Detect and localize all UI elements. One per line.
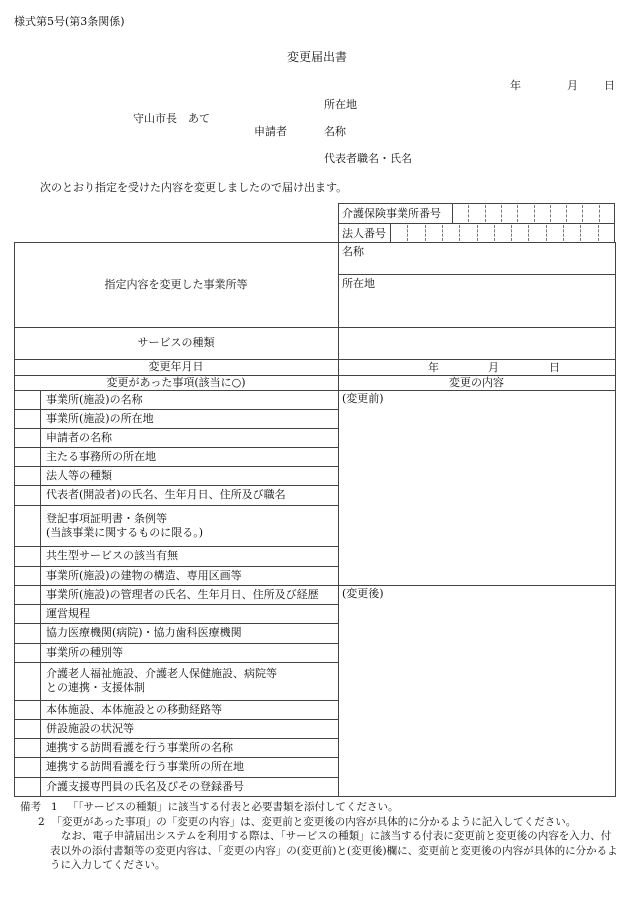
- item-circle-cell[interactable]: [14, 738, 40, 757]
- digit-cell-divider: [477, 225, 478, 241]
- changed-items-header: 変更があった事項(該当に○): [106, 375, 246, 389]
- item-circle-cell[interactable]: [14, 428, 40, 447]
- changed-item-label: 事業所(施設)の名称: [46, 392, 143, 406]
- changed-item-label: 主たる事務所の所在地: [46, 449, 156, 463]
- digit-cell-divider: [468, 205, 469, 222]
- changed-item-label: 連携する訪問看護を行う事業所の所在地: [46, 760, 244, 773]
- applicant-label: 申請者: [254, 125, 287, 138]
- applicant-address-label: 所在地: [324, 98, 357, 111]
- digit-cell-divider: [459, 225, 460, 241]
- form-title: 変更届出書: [287, 50, 348, 64]
- digit-cell-divider: [534, 205, 535, 222]
- before-label: (変更前): [342, 392, 384, 405]
- note-1-number: 1: [51, 801, 58, 813]
- digit-cell-divider: [566, 205, 567, 222]
- facility-address-label: 所在地: [342, 277, 375, 290]
- changed-item-label: 連携する訪問看護を行う事業所の名称: [46, 740, 233, 754]
- note-1: 「「サービスの種類」に該当する付表と必要書類を添付してください。: [67, 801, 399, 813]
- corporate-number-label: 法人番号: [342, 227, 386, 240]
- item-circle-cell[interactable]: [14, 719, 40, 738]
- item-circle-cell[interactable]: [14, 757, 40, 777]
- digit-cell-divider: [407, 225, 408, 241]
- change-date-month: 月: [488, 361, 499, 374]
- change-date-year: 年: [428, 361, 439, 374]
- divider: [338, 585, 615, 586]
- changed-item-label: 登記事項証明書・条例等 (当該事業に関するものに限る。): [46, 511, 204, 539]
- digit-cell-divider: [517, 205, 518, 222]
- item-circle-cell[interactable]: [14, 662, 40, 700]
- changed-item-label: 介護支援専門員の氏名及びその登録番号: [46, 779, 244, 793]
- digit-cell-divider: [485, 205, 486, 222]
- item-circle-cell[interactable]: [14, 623, 40, 643]
- date-day: 日: [604, 79, 615, 92]
- note-2-supplement: なお、電子申請届出システムを利用する際は、「サービスの種類」に該当する付表に変更前と変更後の内容を入力、付表以外の添付書類等の変更内容は、「変更の内容」の(変更前)と(変更後)欄に、変更前と変更後の内容が具体的に分かるように入力してください。: [50, 830, 618, 871]
- service-type-label: サービスの種類: [137, 336, 215, 349]
- item-circle-cell[interactable]: [14, 485, 40, 505]
- digit-cell-divider: [494, 225, 495, 241]
- digit-cell-divider: [425, 225, 426, 241]
- digit-cell-divider: [501, 205, 502, 222]
- care-insurance-number-label: 介護保険事業所番号: [342, 207, 441, 220]
- item-circle-cell[interactable]: [14, 700, 40, 719]
- item-circle-cell[interactable]: [14, 604, 40, 623]
- changed-item-label: 申請者の名称: [46, 430, 112, 444]
- changed-item-label: 協力医療機関(病院)・協力歯科医療機関: [46, 626, 242, 639]
- changed-item-label: 事業所の種別等: [46, 645, 123, 659]
- item-circle-cell[interactable]: [14, 447, 40, 466]
- item-circle-cell[interactable]: [14, 466, 40, 485]
- change-date-label: 変更年月日: [148, 360, 204, 373]
- changed-item-label: 法人等の種類: [46, 468, 112, 482]
- changed-item-label: 運営規程: [46, 606, 90, 620]
- item-circle-cell[interactable]: [14, 643, 40, 662]
- facility-name-label: 名称: [342, 245, 364, 258]
- date-month: 月: [567, 79, 578, 92]
- notes: [20, 800, 620, 873]
- digit-cell-divider: [546, 225, 547, 241]
- item-circle-cell[interactable]: [14, 585, 40, 604]
- digit-cell-divider: [563, 225, 564, 241]
- addressee: 守山市長 あて: [133, 112, 210, 125]
- date-year: 年: [510, 79, 521, 92]
- changed-item-label: 代表者(開設者)の氏名、生年月日、住所及び職名: [46, 488, 286, 501]
- divider: [452, 203, 453, 224]
- note-2-number: 2: [38, 815, 45, 828]
- notes-label: 備考: [20, 801, 41, 813]
- item-circle-cell[interactable]: [14, 505, 40, 546]
- changed-item-label: 介護老人福祉施設、介護老人保健施設、病院等 との連携・支援体制: [46, 667, 277, 694]
- changed-item-label: 事業所(施設)の所在地: [46, 411, 154, 425]
- changed-item-label: 事業所(施設)の管理者の氏名、生年月日、住所及び経歴: [46, 587, 319, 601]
- digit-cell-divider: [599, 205, 600, 222]
- after-label: (変更後): [342, 587, 384, 600]
- applicant-name-label: 名称: [324, 125, 346, 138]
- item-circle-cell[interactable]: [14, 390, 40, 409]
- changed-item-label: 事業所(施設)の建物の構造、専用区画等: [46, 568, 242, 582]
- item-circle-cell[interactable]: [14, 409, 40, 428]
- form-number: 様式第5号(第3条関係): [14, 15, 125, 28]
- digit-cell-divider: [550, 205, 551, 222]
- representative-label: 代表者職名・氏名: [324, 152, 412, 165]
- digit-cell-divider: [442, 225, 443, 241]
- item-circle-cell[interactable]: [14, 566, 40, 585]
- divider: [338, 242, 339, 375]
- divider: [390, 223, 391, 243]
- digit-cell-divider: [582, 205, 583, 222]
- item-circle-cell[interactable]: [14, 546, 40, 566]
- divider: [338, 274, 615, 275]
- digit-cell-divider: [580, 225, 581, 241]
- facility-label: 指定内容を変更した事業所等: [104, 277, 248, 291]
- changed-item-label: 本体施設、本体施設との移動経路等: [46, 702, 222, 716]
- digit-cell-divider: [511, 225, 512, 241]
- intro-text: 次のとおり指定を受けた内容を変更しましたので届け出ます。: [40, 181, 348, 194]
- changed-item-label: 併設施設の状況等: [46, 721, 134, 735]
- changed-item-label: 共生型サービスの該当有無: [46, 549, 178, 562]
- note-2: 「変更があった事項」の「変更の内容」は、変更前と変更後の内容が具体的に分かるように記入してください。: [51, 815, 577, 828]
- change-content-header: 変更の内容: [449, 375, 504, 389]
- digit-cell-divider: [528, 225, 529, 241]
- change-date-day: 日: [549, 361, 560, 374]
- item-circle-cell[interactable]: [14, 777, 40, 796]
- digit-cell-divider: [598, 225, 599, 241]
